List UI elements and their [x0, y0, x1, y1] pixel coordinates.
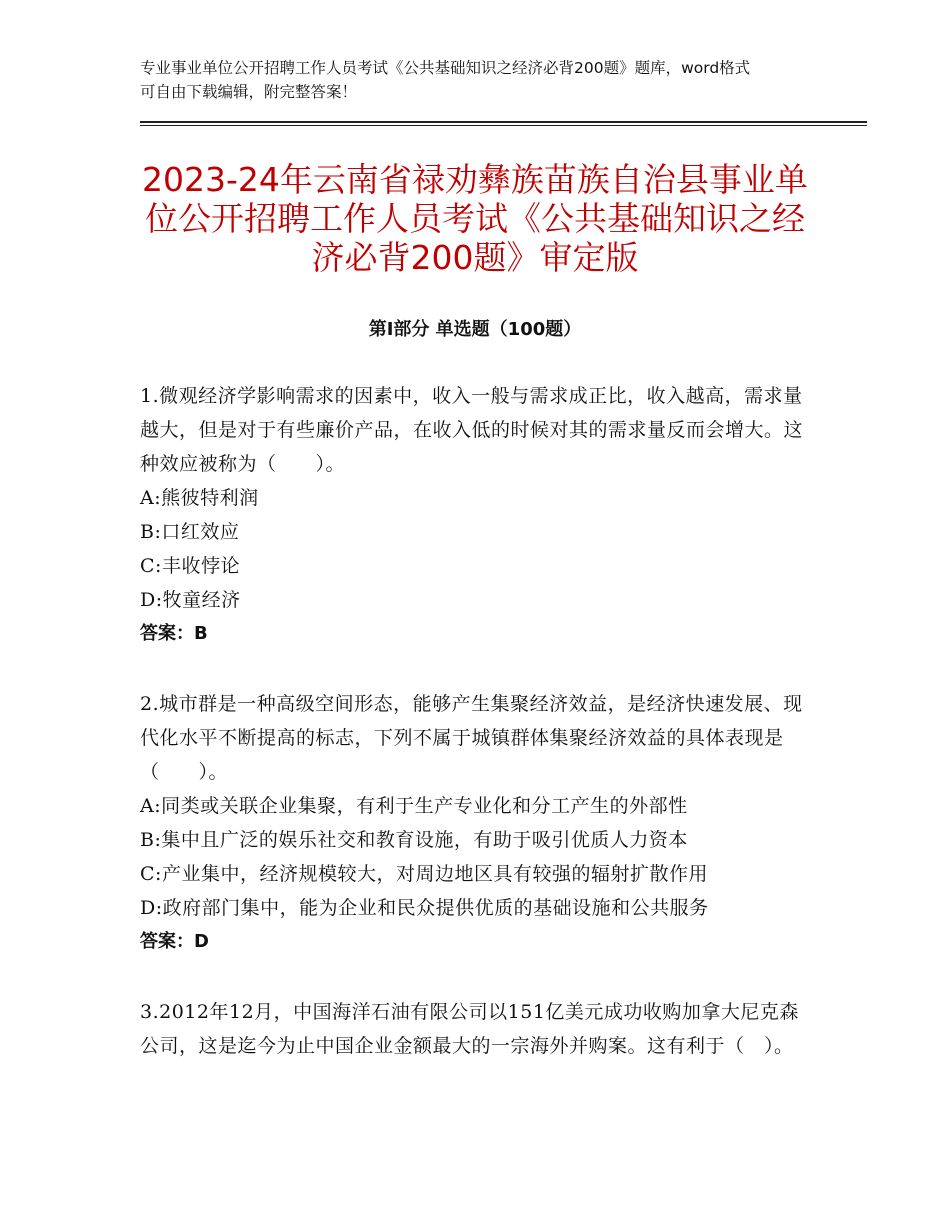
option-c: C:产业集中，经济规模较大，对周边地区具有较强的辐射扩散作用	[140, 863, 708, 885]
option-d: D:政府部门集中，能为企业和民众提供优质的基础设施和公共服务	[140, 897, 709, 919]
answer: 答案：D	[140, 931, 209, 952]
question-stem: 1.微观经济学影响需求的因素中，收入一般与需求成正比，收入越高，需求量越大，但是对于有些廉价产品，在收入低的时候对其的需求量反而会增大。这种效应被称为（ ）。	[140, 385, 804, 475]
question-stem: 3.2012年12月，中国海洋石油有限公司以151亿美元成功收购加拿大尼克森公司，这是迄今为止中国企业金额最大的一宗海外并购案。这有利于（ ）。	[140, 1001, 799, 1057]
section-title: 第Ⅰ部分 单选题（100题）	[368, 319, 582, 340]
option-b: B:口红效应	[140, 521, 240, 543]
question-stem: 2.城市群是一种高级空间形态，能够产生集聚经济效益，是经济快速发展、现代化水平不断提高的标志，下列不属于城镇群体集聚经济效益的具体表现是（ ）。	[140, 693, 803, 783]
option-a: A:同类或关联企业集聚，有利于生产专业化和分工产生的外部性	[140, 795, 688, 817]
answer: 答案：B	[140, 623, 208, 644]
option-c: C:丰收悖论	[140, 555, 240, 577]
option-d: D:牧童经济	[140, 589, 241, 611]
question-2	[140, 687, 810, 959]
document-title: 2023-24年云南省禄劝彝族苗族自治县事业单位公开招聘工作人员考试《公共基础知识之经济必背200题》审定版	[142, 160, 808, 277]
question-1	[140, 379, 810, 651]
header-note: 专业事业单位公开招聘工作人员考试《公共基础知识之经济必背200题》题库，word格式可自由下载编辑，附完整答案！	[140, 59, 751, 101]
question-3	[140, 995, 810, 1063]
header-divider-thick	[140, 121, 867, 123]
header-divider-thin	[140, 125, 867, 126]
option-a: A:熊彼特利润	[140, 487, 259, 509]
option-b: B:集中且广泛的娱乐社交和教育设施，有助于吸引优质人力资本	[140, 829, 688, 851]
